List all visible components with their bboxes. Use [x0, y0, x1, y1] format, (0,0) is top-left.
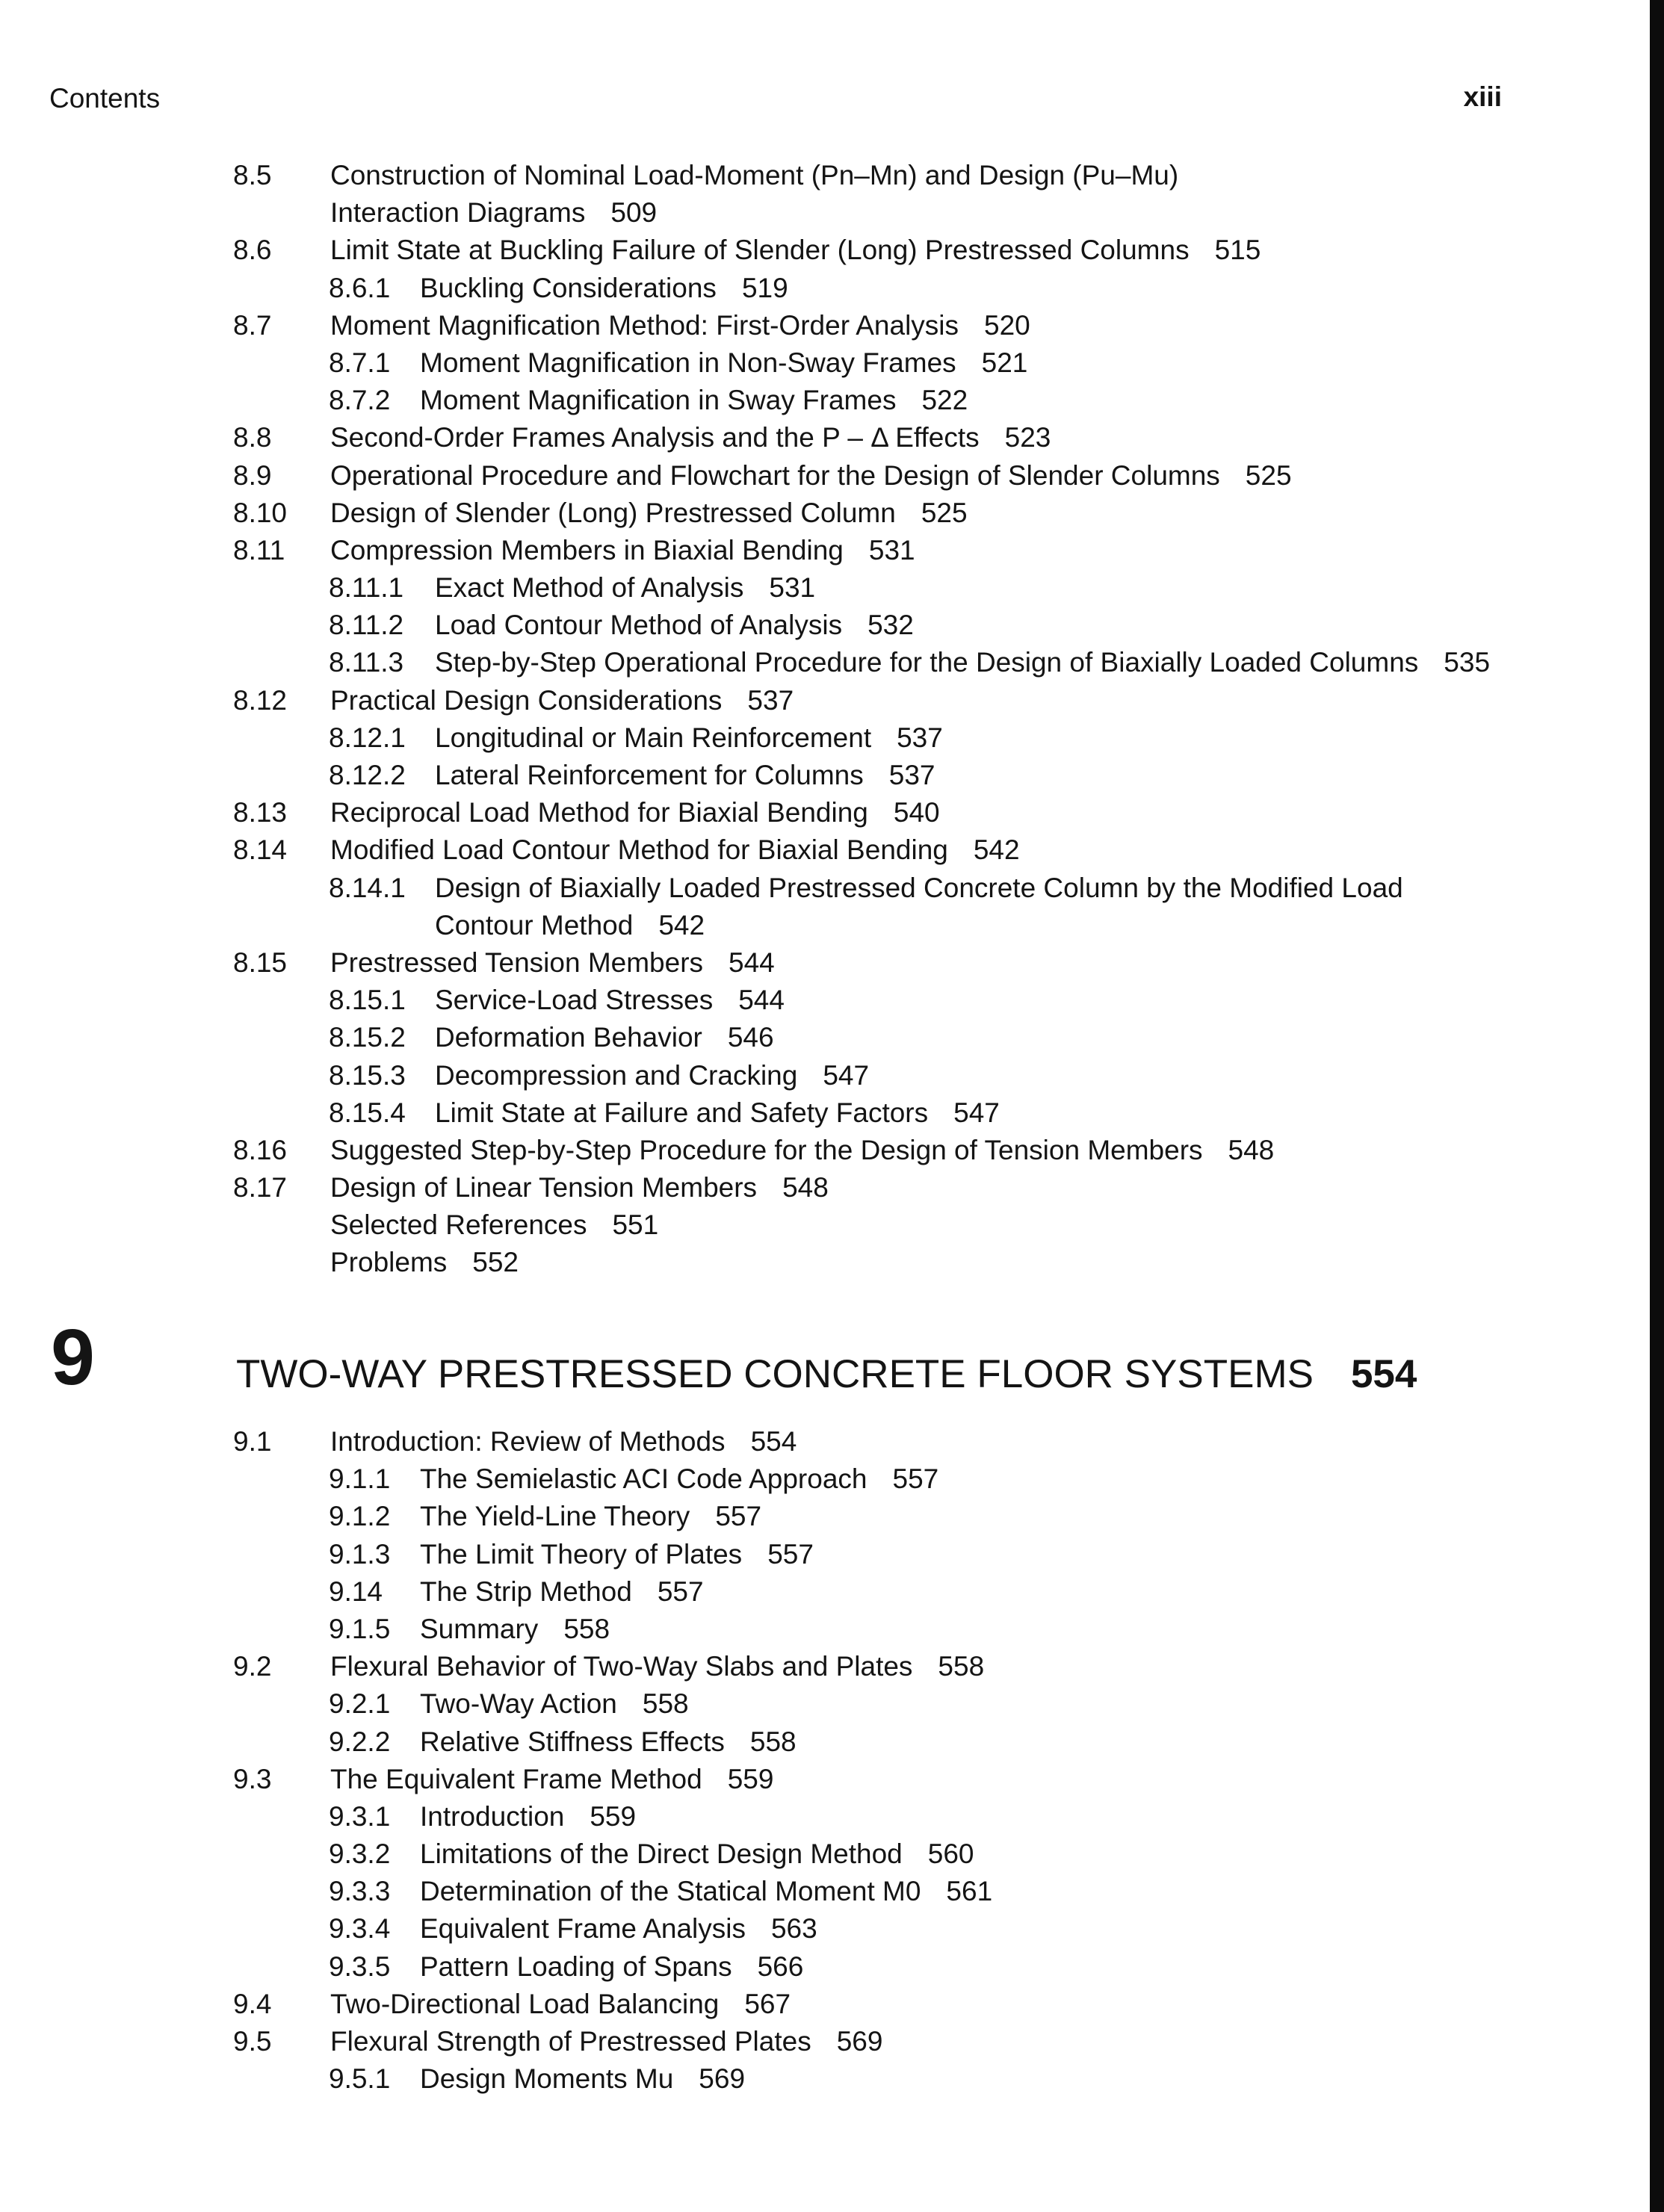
toc-entry-page: 531	[868, 534, 915, 566]
toc-entry	[0, 1460, 1650, 1498]
toc-entry-title: Design Moments Mu	[420, 2063, 674, 2095]
toc-entry	[0, 907, 1650, 944]
toc-entry-page: 551	[612, 1209, 659, 1241]
toc-entry-title: Two-Directional Load Balancing	[330, 1988, 720, 2019]
toc-entry	[0, 1873, 1650, 1910]
toc-entry-title-wrap	[435, 982, 785, 1019]
toc-entry-title-wrap	[330, 532, 915, 569]
toc-entry-title-wrap	[330, 157, 1204, 194]
toc-entry	[0, 719, 1650, 757]
toc-entry-page: 569	[699, 2063, 746, 2095]
toc-entry-page: 558	[749, 1726, 797, 1757]
toc-entry-page: 509	[610, 197, 658, 229]
toc-entry-page: 525	[921, 497, 968, 528]
toc-entry	[0, 344, 1650, 382]
toc-entry-number: 9.5.1	[329, 2063, 391, 2095]
toc-entry-title-wrap	[420, 1835, 974, 1873]
toc-entry-page: 547	[953, 1097, 1000, 1128]
toc-entry-title: Moment Magnification Method: First-Order Analysis	[330, 309, 959, 341]
toc-entry-title: Suggested Step-by-Step Procedure for the Design of Tension Members	[330, 1134, 1203, 1165]
toc-entry-number: 8.11	[233, 534, 285, 566]
toc-entry	[0, 831, 1650, 869]
toc-entry-title: Relative Stiffness Effects	[420, 1726, 725, 1757]
toc-entry-number: 8.7.2	[329, 385, 391, 416]
toc-entry-title: Prestressed Tension Members	[330, 947, 704, 978]
toc-entry-number: 8.6	[233, 235, 272, 266]
toc-entry	[0, 194, 1650, 232]
toc-entry	[0, 2023, 1650, 2060]
toc-entry-page: 542	[973, 834, 1020, 866]
toc-entry-number: 9.2.1	[329, 1688, 391, 1720]
toc-entry-title-wrap	[330, 682, 794, 719]
toc-entry	[0, 1910, 1650, 1948]
toc-entry-title: Limit State at Failure and Safety Factors	[435, 1097, 929, 1128]
toc-entry	[0, 1094, 1650, 1132]
toc-entry-number: 8.11.2	[329, 610, 404, 641]
toc-entry-title-wrap	[435, 569, 815, 607]
toc-entry	[0, 1986, 1650, 2023]
toc-entry-title-wrap	[435, 644, 1490, 681]
toc-entry-number: 8.11.3	[329, 647, 404, 678]
toc-entry	[0, 982, 1650, 1019]
toc-entry-title-wrap	[420, 1573, 704, 1611]
toc-entry-page: 561	[946, 1876, 993, 1907]
toc-entry-title: Selected References	[330, 1209, 587, 1241]
chapter-heading	[236, 1352, 1417, 1397]
toc-entry-page: 558	[642, 1688, 689, 1720]
toc-entry	[0, 757, 1650, 794]
toc-entry-title-wrap	[330, 419, 1051, 456]
toc-entry	[0, 2060, 1650, 2098]
toc-entry-number: 9.14	[329, 1576, 383, 1607]
toc-entry-title: Decompression and Cracking	[435, 1059, 798, 1091]
toc-entry	[0, 307, 1650, 344]
toc-entry-page: 531	[769, 572, 816, 604]
toc-entry	[0, 870, 1650, 907]
toc-entry-page: 537	[747, 684, 794, 716]
toc-entry-title-wrap	[330, 457, 1292, 495]
toc-entry-page: 563	[770, 1913, 817, 1945]
toc-entry-page: 542	[658, 909, 705, 941]
toc-entry-number: 9.3	[233, 1763, 272, 1794]
toc-entry	[0, 382, 1650, 419]
toc-entry-title: The Equivalent Frame Method	[330, 1763, 702, 1794]
toc-entry-title-wrap	[330, 1761, 773, 1798]
toc-entry-number: 8.16	[233, 1134, 288, 1165]
toc-entry-title: Compression Members in Biaxial Bending	[330, 534, 844, 566]
toc-entry-title: Exact Method of Analysis	[435, 572, 744, 604]
toc-entry-title-wrap	[330, 232, 1261, 269]
toc-entry-title: Limit State at Buckling Failure of Slender (Long) Prestressed Columns	[330, 235, 1190, 266]
toc-entry-page: 567	[744, 1988, 791, 2019]
toc-entry-title-wrap	[330, 1423, 797, 1460]
toc-entry-title: Buckling Considerations	[420, 272, 717, 303]
toc-entry-page: 552	[472, 1247, 519, 1278]
toc-entry-page: 546	[727, 1022, 774, 1053]
toc-entry-title-wrap	[420, 2060, 745, 2098]
toc-entry-page: 548	[1228, 1134, 1275, 1165]
toc-entry-number: 8.7.1	[329, 347, 391, 378]
toc-entry-number: 8.5	[233, 160, 272, 190]
toc-entry-number: 8.11.1	[329, 572, 404, 604]
toc-entry	[0, 232, 1650, 269]
chapter-page: 554	[1350, 1352, 1417, 1396]
toc-entry-title: Design of Biaxially Loaded Prestressed Concrete Column by the Modified Load	[435, 872, 1403, 903]
toc-entry-number: 9.4	[233, 1988, 272, 2019]
toc-entry-title: Practical Design Considerations	[330, 684, 723, 716]
toc-entry-number: 9.1.5	[329, 1613, 391, 1644]
toc-entry-title-wrap	[420, 1723, 797, 1761]
toc-entry-page: 537	[888, 760, 935, 790]
toc-entry	[0, 532, 1650, 569]
toc-entry-title-wrap	[330, 1648, 984, 1685]
toc-entry-number: 9.1.1	[329, 1463, 391, 1495]
toc-entry-title: Service-Load Stresses	[435, 985, 714, 1016]
toc-entry-number: 8.7	[233, 309, 272, 341]
toc-entry-number: 8.9	[233, 459, 272, 491]
toc-entry-title: Lateral Reinforcement for Columns	[435, 760, 864, 790]
toc-entry-number: 9.3.1	[329, 1800, 391, 1832]
toc-entry-title: Introduction	[420, 1800, 565, 1832]
toc-entry	[0, 944, 1650, 982]
toc-entry	[0, 1132, 1650, 1169]
toc-entry-title: The Yield-Line Theory	[420, 1501, 690, 1532]
toc-entry-number: 8.14	[233, 834, 288, 866]
toc-entry-title: Flexural Strength of Prestressed Plates	[330, 2026, 811, 2057]
toc-entry-number: 9.2.2	[329, 1726, 391, 1757]
toc-entry-page: 537	[897, 722, 943, 753]
toc-entry-page: 557	[892, 1463, 939, 1495]
toc-entry-page: 540	[893, 797, 940, 828]
toc-entry-title-wrap	[420, 1948, 803, 1986]
toc-entry	[0, 1611, 1650, 1648]
toc-entry-number: 9.3.5	[329, 1951, 391, 1982]
toc-entry-title: Operational Procedure and Flowchart for the Design of Slender Columns	[330, 459, 1220, 491]
toc-entry-number: 9.2	[233, 1651, 272, 1682]
toc-entry-number: 8.12	[233, 684, 288, 716]
toc-entry-title-wrap	[330, 194, 657, 232]
toc-entry	[0, 607, 1650, 644]
toc-entry-title-wrap	[420, 1536, 814, 1573]
toc-entry-title: Pattern Loading of Spans	[420, 1951, 732, 1982]
toc-entry-title-wrap	[435, 757, 935, 794]
toc-entry-title: Equivalent Frame Analysis	[420, 1913, 746, 1945]
toc-chapter-8-continued	[0, 157, 1650, 1282]
toc-entry	[0, 270, 1650, 307]
toc-entry-page: 519	[741, 272, 788, 303]
toc-entry	[0, 1685, 1650, 1723]
toc-entry-title: Modified Load Contour Method for Biaxial Bending	[330, 834, 948, 866]
toc-entry-title-wrap	[420, 1685, 689, 1723]
toc-entry-number: 8.15.4	[329, 1097, 406, 1128]
toc-entry-title: Longitudinal or Main Reinforcement	[435, 722, 872, 753]
toc-entry-title: Interaction Diagrams	[330, 197, 586, 229]
toc-entry	[0, 569, 1650, 607]
toc-entry-title: Moment Magnification in Sway Frames	[420, 385, 897, 416]
toc-entry-number: 8.13	[233, 797, 288, 828]
running-header: Contents	[49, 83, 161, 114]
toc-entry-title-wrap	[420, 1498, 761, 1535]
toc-entry-title-wrap	[330, 944, 775, 982]
toc-entry-title-wrap	[420, 1460, 938, 1498]
toc-entry-page: 548	[782, 1172, 829, 1203]
toc-entry-title-wrap	[330, 1132, 1274, 1169]
toc-entry-title-wrap	[435, 1094, 1000, 1132]
toc-entry	[0, 1057, 1650, 1094]
toc-entry-title: Summary	[420, 1613, 539, 1644]
toc-entry-page: 569	[836, 2026, 883, 2057]
toc-entry	[0, 1019, 1650, 1056]
toc-entry-page: 544	[729, 947, 775, 978]
toc-entry-number: 8.15.3	[329, 1059, 406, 1091]
toc-entry-page: 566	[757, 1951, 804, 1982]
toc-entry-number: 9.1.2	[329, 1501, 391, 1532]
toc-entry-title: The Semielastic ACI Code Approach	[420, 1463, 867, 1495]
toc-entry-title: Introduction: Review of Methods	[330, 1426, 726, 1457]
toc-entry-title: Reciprocal Load Method for Biaxial Bending	[330, 797, 868, 828]
toc-entry-title-wrap	[420, 1798, 636, 1835]
toc-entry-number: 8.14.1	[329, 872, 406, 903]
toc-entry-title: Determination of the Statical Moment M0	[420, 1876, 921, 1907]
toc-entry	[0, 1723, 1650, 1761]
scan-edge	[1650, 0, 1664, 2212]
toc-entry-title-wrap	[420, 270, 788, 307]
page-number: xiii	[1463, 81, 1502, 112]
toc-entry-title-wrap	[435, 1057, 869, 1094]
toc-entry	[0, 1761, 1650, 1798]
toc-entry-number: 9.3.2	[329, 1838, 391, 1870]
toc-entry-page: 554	[750, 1426, 797, 1457]
toc-entry-number: 9.3.3	[329, 1876, 391, 1907]
toc-entry	[0, 1573, 1650, 1611]
toc-entry	[0, 457, 1650, 495]
toc-entry	[0, 644, 1650, 681]
toc-entry-title-wrap	[330, 1206, 658, 1244]
toc-entry-title-wrap	[420, 1910, 817, 1948]
chapter-title: TWO-WAY PRESTRESSED CONCRETE FLOOR SYSTEMS	[236, 1352, 1314, 1396]
toc-entry-title-wrap	[435, 607, 914, 644]
toc-entry	[0, 1536, 1650, 1573]
toc-entry-title-wrap	[420, 1611, 610, 1648]
toc-entry-page: 525	[1245, 459, 1292, 491]
toc-chapter-9	[0, 1423, 1650, 2098]
toc-entry-title: Contour Method	[435, 909, 634, 941]
toc-entry-title: Limitations of the Direct Design Method	[420, 1838, 903, 1870]
toc-entry-number: 9.1.3	[329, 1538, 391, 1570]
toc-entry-number: 8.10	[233, 497, 288, 528]
toc-entry-number: 8.15	[233, 947, 288, 978]
toc-entry-title-wrap	[330, 495, 968, 532]
toc-entry-title: Two-Way Action	[420, 1688, 617, 1720]
toc-entry-title: Problems	[330, 1247, 448, 1278]
toc-entry-page: 560	[927, 1838, 974, 1870]
toc-entry-number: 8.6.1	[329, 272, 391, 303]
toc-entry	[0, 1835, 1650, 1873]
toc-entry	[0, 1244, 1650, 1281]
toc-entry-title-wrap	[330, 1244, 519, 1281]
toc-entry	[0, 682, 1650, 719]
toc-entry-number: 9.3.4	[329, 1913, 391, 1945]
toc-entry-number: 9.5	[233, 2026, 272, 2057]
toc-entry	[0, 1169, 1650, 1206]
toc-entry	[0, 1423, 1650, 1460]
toc-entry	[0, 1798, 1650, 1835]
toc-entry-title: Load Contour Method of Analysis	[435, 610, 843, 641]
toc-entry	[0, 495, 1650, 532]
toc-entry-title-wrap	[330, 1169, 829, 1206]
toc-entry-page: 532	[867, 610, 914, 641]
toc-entry-title-wrap	[330, 307, 1030, 344]
toc-entry-number: 8.17	[233, 1172, 288, 1203]
toc-entry-page: 558	[938, 1651, 985, 1682]
toc-entry-title: Step-by-Step Operational Procedure for the Design of Biaxially Loaded Columns	[435, 647, 1419, 678]
toc-entry-title-wrap	[330, 2023, 882, 2060]
toc-entry-number: 8.12.1	[329, 722, 406, 753]
toc-entry-page: 557	[767, 1538, 814, 1570]
toc-entry	[0, 1648, 1650, 1685]
chapter-number: 9	[51, 1313, 95, 1401]
toc-entry-title-wrap	[330, 1986, 791, 2023]
toc-entry-title: Flexural Behavior of Two-Way Slabs and Plates	[330, 1651, 913, 1682]
toc-entry	[0, 419, 1650, 456]
toc-entry-page: 559	[727, 1763, 774, 1794]
toc-entry-title: The Strip Method	[420, 1576, 632, 1607]
toc-entry-title-wrap	[420, 344, 1027, 382]
toc-entry-title-wrap	[435, 870, 1429, 907]
toc-entry	[0, 157, 1650, 194]
toc-entry-page: 558	[563, 1613, 610, 1644]
toc-entry-title: Second-Order Frames Analysis and the P – Δ Effects	[330, 422, 980, 453]
toc-entry-page: 547	[823, 1059, 870, 1091]
toc-entry-title-wrap	[420, 382, 968, 419]
toc-entry-page: 557	[715, 1501, 762, 1532]
toc-entry-number: 8.12.2	[329, 760, 406, 790]
toc-entry-title-wrap	[435, 719, 943, 757]
toc-entry-page: 521	[981, 347, 1028, 378]
toc-entry-title-wrap	[435, 907, 705, 944]
toc-entry-title-wrap	[420, 1873, 992, 1910]
toc-entry-page: 559	[590, 1800, 637, 1832]
toc-entry	[0, 1498, 1650, 1535]
toc-entry-page: 522	[921, 385, 968, 416]
toc-entry-title: Moment Magnification in Non-Sway Frames	[420, 347, 956, 378]
toc-entry-title: Design of Linear Tension Members	[330, 1172, 758, 1203]
toc-entry-title: Construction of Nominal Load-Moment (Pn–Mn) and Design (Pu–Mu)	[330, 160, 1179, 190]
toc-entry-page: 544	[738, 985, 785, 1016]
toc-entry-page: 520	[984, 309, 1030, 341]
toc-entry-number: 8.15.1	[329, 985, 406, 1016]
toc-entry-title-wrap	[435, 1019, 774, 1056]
toc-entry-title-wrap	[330, 831, 1020, 869]
toc-entry	[0, 1948, 1650, 1986]
toc-entry-title: Deformation Behavior	[435, 1022, 702, 1053]
toc-entry-page: 523	[1004, 422, 1051, 453]
toc-entry-title-wrap	[330, 794, 940, 831]
toc-entry-page: 557	[657, 1576, 704, 1607]
toc-entry	[0, 1206, 1650, 1244]
toc-entry-number: 8.8	[233, 422, 272, 453]
toc-entry-number: 9.1	[233, 1426, 272, 1457]
toc-entry-page: 535	[1444, 647, 1491, 678]
toc-entry-number: 8.15.2	[329, 1022, 406, 1053]
toc-entry-title: The Limit Theory of Plates	[420, 1538, 743, 1570]
toc-entry-title: Design of Slender (Long) Prestressed Column	[330, 497, 896, 528]
toc-entry	[0, 794, 1650, 831]
toc-entry-page: 515	[1214, 235, 1261, 266]
